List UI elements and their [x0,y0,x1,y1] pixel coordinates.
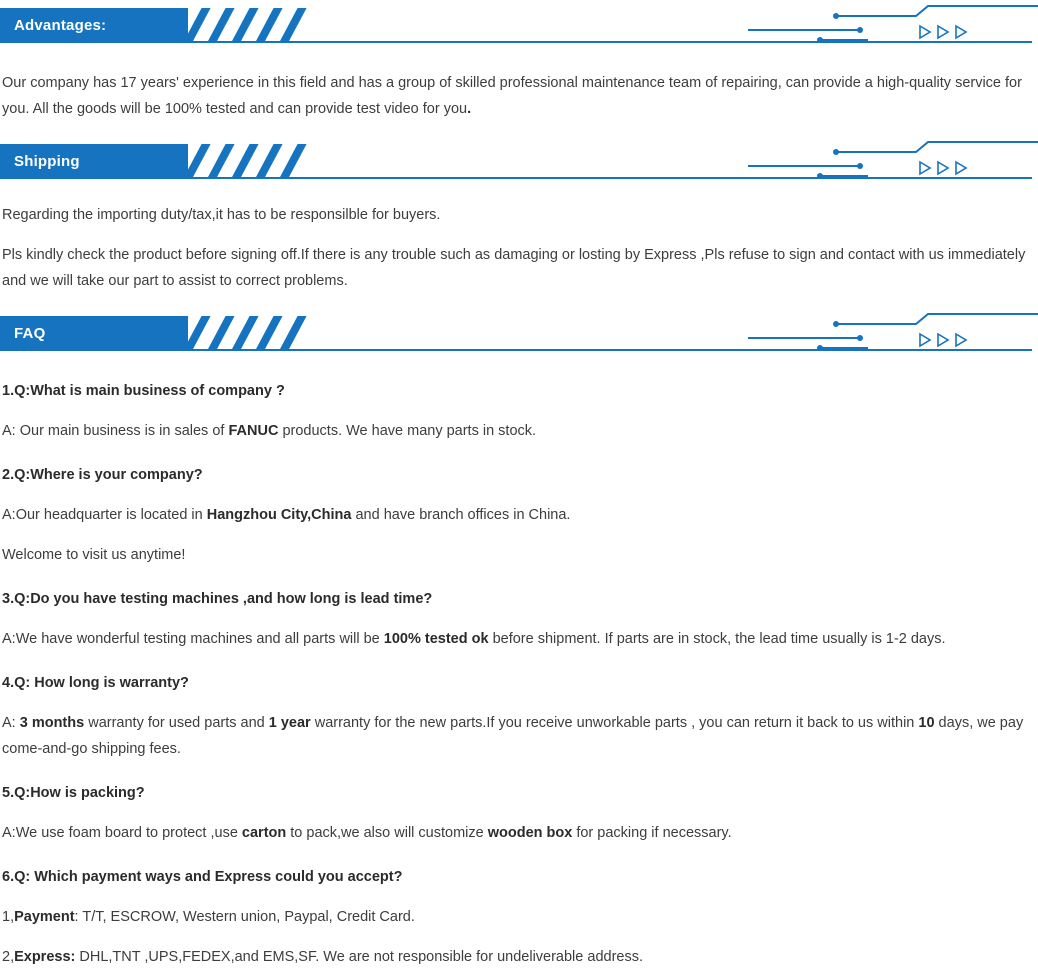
text-run: and have branch offices in China. [351,507,571,523]
text-run-bold: 6.Q: Which payment ways and Express could you accept? [2,869,403,885]
faq-question [2,378,1038,404]
section-title-bar-faq [0,316,188,350]
faq-answer [2,502,1038,528]
text-run-bold: Hangzhou City,China [206,507,352,523]
text-run-bold: 1 year [268,715,311,731]
text-run: A:We use foam board to protect ,use [2,825,242,841]
text-run-bold: Payment [14,909,75,925]
paragraph [0,70,1038,122]
text-run: before shipment. If parts are in stock, the lead time usually is 1-2 days. [488,631,946,647]
text-run: 2, [2,949,15,965]
text-run: 1, [2,909,15,925]
faq-answer [2,626,1038,652]
text-run: A: Our main business is in sales of [2,423,229,439]
diagonal-stripes-icon [188,316,324,350]
text-run: warranty for used parts and [84,715,269,731]
faq-answer [2,904,1038,930]
faq-list [0,378,1038,970]
text-run: Welcome to visit us anytime! [2,547,186,563]
faq-answer [2,542,1038,568]
shipping-body [0,202,1038,294]
circuit-arrows-decoration [748,136,1038,188]
faq-question [2,864,1038,890]
section-header-shipping [0,136,1038,188]
section-title-advantages: Advantages: [14,16,107,34]
circuit-arrows-decoration [748,0,1038,52]
circuit-arrows-decoration [748,308,1038,360]
section-title-shipping: Shipping [14,152,80,170]
text-run: days, we pay come-and-go shipping fees. [2,715,1024,757]
paragraph: Regarding the importing duty/tax,it has to be responsilble for buyers. [2,207,441,223]
text-run-bold: 100% tested ok [383,631,489,647]
text-run: A:We have wonderful testing machines and all parts will be [2,631,384,647]
text-run-bold: 2.Q:Where is your company? [2,467,203,483]
text-run: DHL,TNT ,UPS,FEDEX,and EMS,SF. We are not responsible for undeliverable address. [75,949,643,965]
faq-answer [2,820,1038,846]
advantages-body [0,52,1038,122]
section-header-advantages [0,0,1038,52]
faq-question [2,780,1038,806]
text-run-bold: 4.Q: How long is warranty? [2,675,189,691]
faq-answer [2,944,1038,970]
faq-question [2,670,1038,696]
text-run-bold: 3 months [19,715,85,731]
text-run: warranty for the new parts.If you receive unworkable parts , you can return it back to us within [310,715,919,731]
text-run: A: [2,715,20,731]
text-run: for packing if necessary. [572,825,732,841]
faq-answer [2,710,1038,762]
text-run-bold: . [467,101,472,117]
text-run: to pack,we also will customize [286,825,488,841]
text-run: products. We have many parts in stock. [278,423,537,439]
text-run-bold: 5.Q:How is packing? [2,785,145,801]
text-run-bold: carton [241,825,287,841]
text-run-bold: 10 [918,715,935,731]
text-run: A:Our headquarter is located in [2,507,207,523]
text-run-bold: 1.Q:What is main business of company ? [2,383,285,399]
faq-answer [2,418,1038,444]
text-run-bold: 3.Q:Do you have testing machines ,and how long is lead time? [2,591,433,607]
text-run-bold: wooden box [487,825,573,841]
section-header-faq [0,308,1038,360]
text-run: : T/T, ESCROW, Western union, Paypal, Credit Card. [74,909,415,925]
text-run-bold: Express: [14,949,76,965]
section-title-faq: FAQ [14,324,46,342]
diagonal-stripes-icon [188,8,324,42]
section-title-bar-shipping [0,144,188,178]
paragraph: Pls kindly check the product before signing off.If there is any trouble such as damaging or losting by Express ,Pls refuse to sign and contact with us immediately and we will take our part to assist to correct problems. [2,247,1026,289]
text-run-bold: FANUC [228,423,279,439]
faq-question [2,462,1038,488]
diagonal-stripes-icon [188,144,324,178]
section-title-bar-advantages [0,8,188,42]
text-run: Our company has 17 years' experience in this field and has a group of skilled professional maintenance team of repairing, can provide a high-quality service for you. All the goods will be 100% tested and can provide test video for you [2,75,1022,117]
faq-question [2,586,1038,612]
